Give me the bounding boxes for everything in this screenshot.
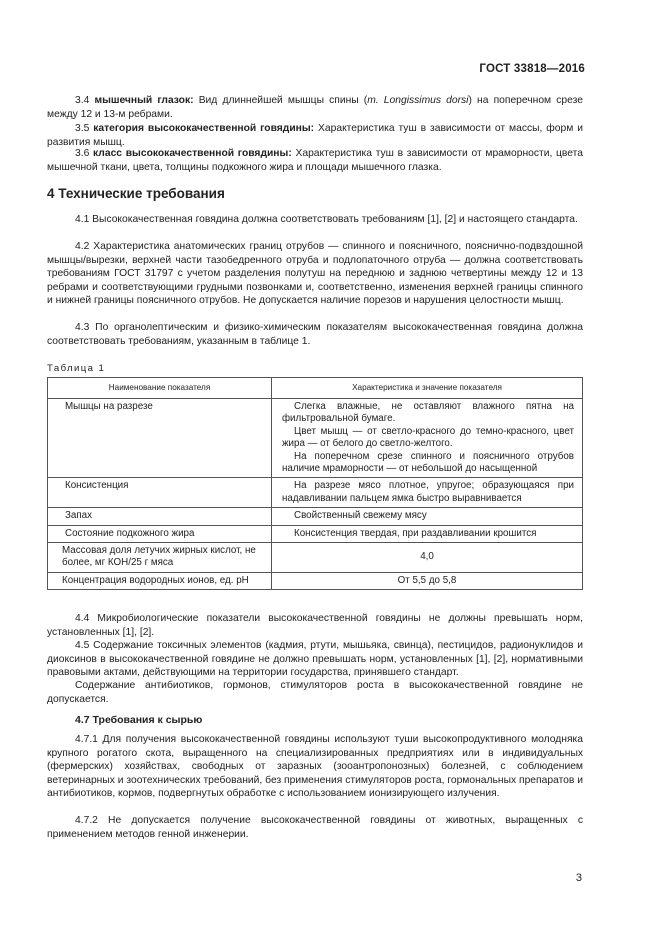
table-row xyxy=(48,508,583,525)
paragraph-4-7-2: 4.7.2 Не допускается получение высококачественной говядины от животных, выращенных с применением методов генной инженерии. xyxy=(47,815,583,840)
definition-latin-term: m. Longissimus dorsi xyxy=(367,95,469,106)
row-name: Консистенция xyxy=(48,478,272,508)
row-name: Состояние подкожного жира xyxy=(48,525,272,542)
paragraph-4-1: 4.1 Высококачественная говядина должна соответствовать требованиям [1], [2] и настоящего стандарта. xyxy=(75,214,578,225)
paragraph-4-5: 4.5 Содержание токсичных элементов (кадмия, ртути, мышьяка, свинца), пестицидов, радионуклидов и диоксинов в высококачественной говядине не должно превышать норм, установленных [1], [2], нормативными правовыми актами, действующими на территории государства, принявшего стандарт. xyxy=(47,640,583,678)
section-4-7-heading: 4.7 Требования к сырью xyxy=(75,714,203,726)
table-1 xyxy=(47,377,583,590)
row-value xyxy=(272,478,583,508)
row-name: Концентрация водородных ионов, ед. pH xyxy=(48,572,272,589)
row-name: Массовая доля летучих жирных кислот, не более, мг КОН/25 г мяса xyxy=(48,543,272,573)
definition-number: 3.6 xyxy=(75,148,90,159)
definition-number: 3.4 xyxy=(75,95,90,106)
table-header-row xyxy=(48,378,583,399)
paragraph-4-7-1: 4.7.1 Для получения высококачественной говядины используют туши высокопродуктивного молодняка крупного рогатого скота, выращенного на специализированных предприятиях или в индивидуальных (фермерских) хозяйствах, свободных от заразных (зооантропонозных) болезней, с соблюдением ветеринарных и зоотехнических требований, без применения стимуляторов роста, гормональных препаратов и антибиотиков, кормов, подвергнутых обработке с использованием ионизирующего излучения. xyxy=(47,734,583,799)
table-row xyxy=(48,543,583,573)
table-caption: Таблица 1 xyxy=(47,363,106,374)
document-code: ГОСТ 33818—2016 xyxy=(479,63,585,75)
definition-3-5 xyxy=(47,122,583,149)
definition-text-end: ) на поперечном срезе между 12 и 13-м ребрами. xyxy=(47,95,583,120)
value-line: На поперечном срезе спинного и поясничного отрубов наличие мраморности — от небольшой до насыщенной xyxy=(282,450,574,475)
row-value: 4,0 xyxy=(272,543,583,573)
paragraph-4-5-continued: Содержание антибиотиков, гормонов, стимуляторов роста в высококачественной говядине не допускается. xyxy=(47,680,583,705)
value-line: Свойственный свежему мясу xyxy=(294,510,427,522)
definition-3-6 xyxy=(47,147,583,174)
definition-term: категория высококачественной говядины: xyxy=(93,123,315,134)
definition-number: 3.5 xyxy=(75,123,90,134)
definition-term: мышечный глазок: xyxy=(94,95,194,106)
section-4-heading: 4 Технические требования xyxy=(47,186,225,201)
value-line: Слегка влажные, не оставляют влажного пятна на фильтровальной бумаге. xyxy=(282,401,574,425)
definition-text: Вид длиннейшей мышцы спины ( xyxy=(198,95,368,106)
paragraph-4-3: 4.3 По органолептическим и физико-химическим показателям высококачественная говядина должна соответствовать требованиям, указанным в таблице 1. xyxy=(47,322,583,347)
value-line: Консистенция твердая, при раздавливании крошится xyxy=(294,527,537,539)
row-value xyxy=(272,525,583,542)
row-name: Запах xyxy=(48,508,272,525)
table-row xyxy=(48,478,583,508)
paragraph-4-2: 4.2 Характеристика анатомических границ отрубов — спинного и поясничного, пояснично-подвздошной мышцы/вырезки, верхней части тазобедренного отруба и подлопаточного отруба — должна соответствовать требованиям ГОСТ 31797 с учетом разделения полутуш на переднюю и заднюю четвертины между 12 и 13 ребрами и соответствующими грудными позвонками и, соответственно, изменения верхней границы спинного и нижней границы поясничного отрубов. Не допускается наличие порезов и нарушения целостности мышц. xyxy=(47,241,583,306)
definition-text: Характеристика туш в зависимости от массы, форм и развития мышц. xyxy=(47,123,583,148)
row-name: Мышцы на разрезе xyxy=(48,399,272,478)
definition-term: класс высококачественной говядины: xyxy=(93,148,292,159)
paragraph-4-4: 4.4 Микробиологические показатели высококачественной говядины не должны превышать норм, установленных [1], [2]. xyxy=(47,613,583,638)
row-value xyxy=(272,399,583,478)
table-row xyxy=(48,572,583,589)
column-header-value: Характеристика и значение показателя xyxy=(272,378,583,399)
row-value: От 5,5 до 5,8 xyxy=(272,572,583,589)
definition-3-4 xyxy=(47,94,583,121)
table-row xyxy=(48,525,583,542)
table-row xyxy=(48,399,583,478)
value-line: Цвет мышц — от светло-красного до темно-красного, цвет жира — от белого до светло-желтого. xyxy=(282,425,574,450)
page-number: 3 xyxy=(575,872,582,884)
row-value xyxy=(272,508,583,525)
value-line: На разрезе мясо плотное, упругое; образующаяся при надавливании пальцем ямка быстро выравнивается xyxy=(282,480,574,504)
definition-text: Характеристика туш в зависимости от мраморности, цвета мышечной ткани, цвета, толщины подкожного жира и площади мышечного глазка. xyxy=(47,148,583,173)
column-header-name: Наименование показателя xyxy=(48,378,272,399)
